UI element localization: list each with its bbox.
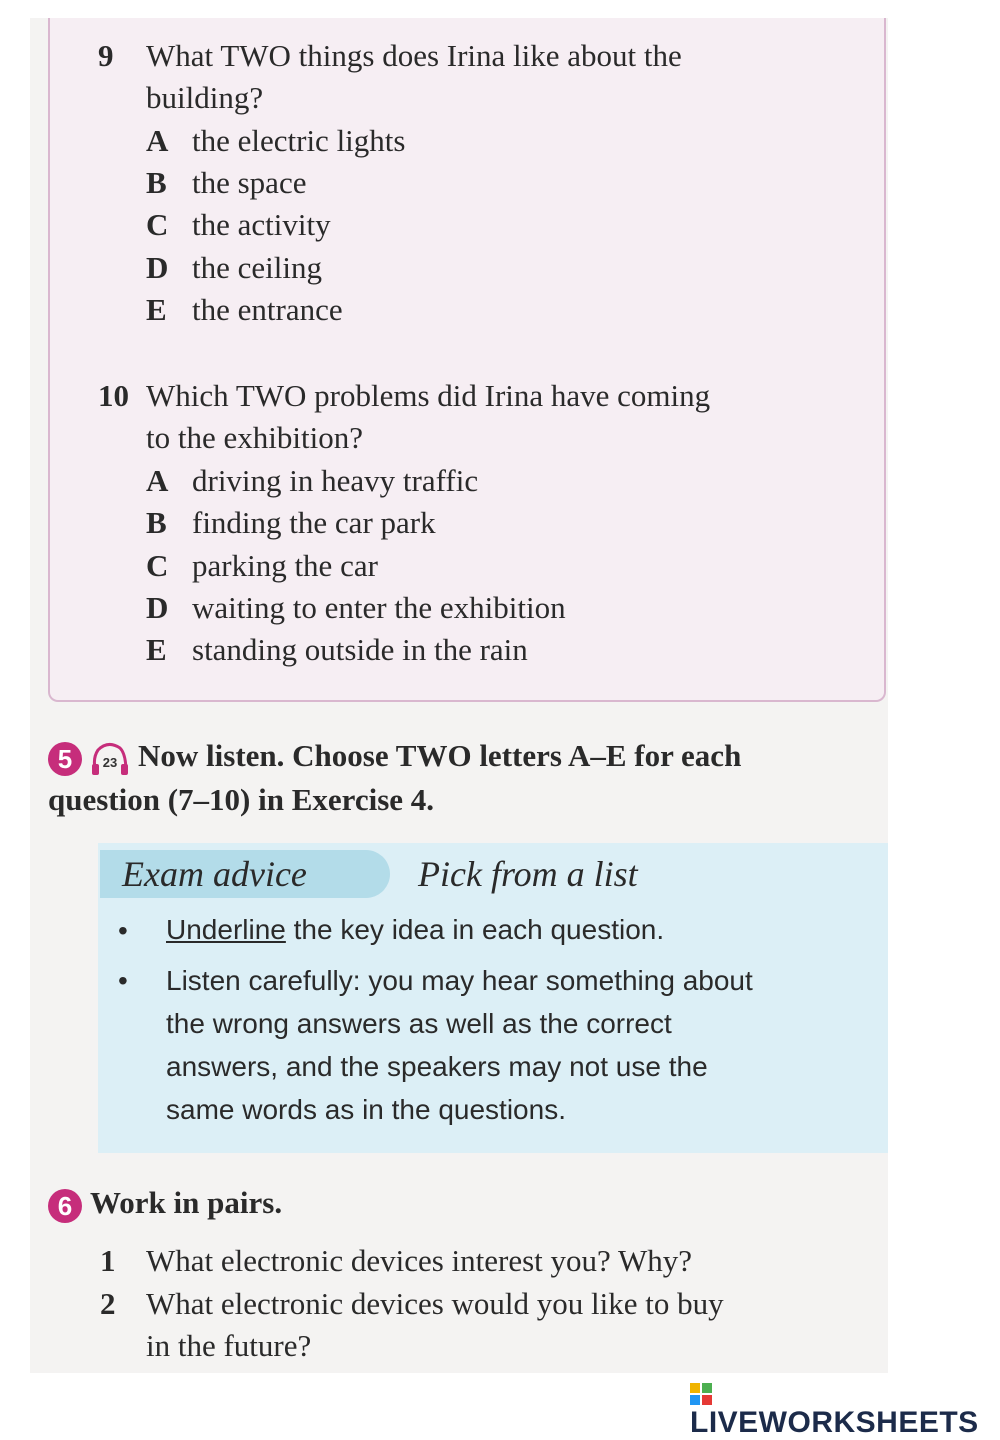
option-text: standing outside in the rain bbox=[192, 632, 528, 667]
option-9a bbox=[146, 120, 405, 162]
advice-bullet-2 bbox=[166, 959, 856, 1131]
logo-icon bbox=[690, 1379, 712, 1401]
option-10e bbox=[146, 629, 528, 671]
question-10 bbox=[98, 375, 710, 417]
option-letter: D bbox=[146, 590, 169, 625]
bullet-icon: • bbox=[118, 965, 128, 996]
list-item-number: 2 bbox=[100, 1286, 116, 1321]
question-number: 10 bbox=[98, 378, 129, 413]
option-10c bbox=[146, 545, 378, 587]
liveworksheets-logo bbox=[690, 1372, 1000, 1440]
exercise-5-instruction: Now listen. Choose TWO letters A–E for each bbox=[138, 738, 742, 773]
option-letter: B bbox=[146, 505, 167, 540]
list-item-text: What electronic devices would you like to buy bbox=[146, 1286, 724, 1321]
option-9e bbox=[146, 289, 343, 331]
option-letter: C bbox=[146, 207, 169, 242]
question-stem-cont: to the exhibition? bbox=[146, 420, 363, 455]
advice-text: the key idea in each question. bbox=[285, 914, 665, 945]
bullet-icon: • bbox=[118, 915, 128, 946]
question-number: 9 bbox=[98, 38, 114, 73]
option-text: driving in heavy traffic bbox=[192, 463, 479, 498]
exercise-6-instruction: Work in pairs. bbox=[90, 1185, 283, 1220]
question-9 bbox=[98, 35, 682, 77]
advice-bullet-1 bbox=[166, 908, 856, 951]
list-item-number: 1 bbox=[100, 1243, 116, 1278]
option-letter: E bbox=[146, 292, 167, 327]
option-text: the activity bbox=[192, 207, 331, 242]
option-letter: C bbox=[146, 548, 169, 583]
option-text: the ceiling bbox=[192, 250, 322, 285]
option-letter: B bbox=[146, 165, 167, 200]
question-stem: What TWO things does Irina like about the bbox=[146, 38, 682, 73]
advice-text-line: the wrong answers as well as the correct bbox=[166, 1008, 672, 1039]
option-letter: E bbox=[146, 632, 167, 667]
question-stem-cont: building? bbox=[146, 80, 264, 115]
option-10d bbox=[146, 587, 566, 629]
svg-text:23: 23 bbox=[102, 754, 118, 770]
advice-text-line: answers, and the speakers may not use the bbox=[166, 1051, 708, 1082]
option-10b bbox=[146, 502, 436, 544]
underlined-word: Underline bbox=[166, 914, 286, 945]
exam-advice-subtitle: Pick from a list bbox=[418, 854, 638, 894]
option-text: the entrance bbox=[192, 292, 343, 327]
option-text: parking the car bbox=[192, 548, 378, 583]
exercise-5-heading bbox=[48, 734, 741, 777]
question-stem: Which TWO problems did Irina have coming bbox=[146, 378, 711, 413]
audio-track-icon bbox=[90, 742, 130, 776]
list-item-text: What electronic devices interest you? Why? bbox=[146, 1243, 692, 1278]
option-9b bbox=[146, 162, 306, 204]
option-9c bbox=[146, 204, 331, 246]
advice-text-line: Listen carefully: you may hear something about bbox=[166, 965, 753, 996]
option-letter: D bbox=[146, 250, 169, 285]
list-item-text-cont: in the future? bbox=[146, 1328, 312, 1363]
option-letter: A bbox=[146, 463, 169, 498]
option-text: the electric lights bbox=[192, 123, 406, 158]
option-text: waiting to enter the exhibition bbox=[192, 590, 566, 625]
advice-text-line: same words as in the questions. bbox=[166, 1094, 566, 1125]
option-10a bbox=[146, 460, 478, 502]
option-letter: A bbox=[146, 123, 169, 158]
exam-advice-title: Exam advice bbox=[122, 854, 307, 894]
exercise-5-instruction-cont: question (7–10) in Exercise 4. bbox=[48, 782, 435, 817]
option-text: the space bbox=[192, 165, 307, 200]
exercise-number-badge: 5 bbox=[48, 742, 82, 776]
option-9d bbox=[146, 247, 322, 289]
exercise-6-heading bbox=[48, 1181, 282, 1224]
exercise-number-badge: 6 bbox=[48, 1189, 82, 1223]
logo-text: LIVEWORKSHEETS bbox=[690, 1406, 979, 1439]
option-text: finding the car park bbox=[192, 505, 436, 540]
